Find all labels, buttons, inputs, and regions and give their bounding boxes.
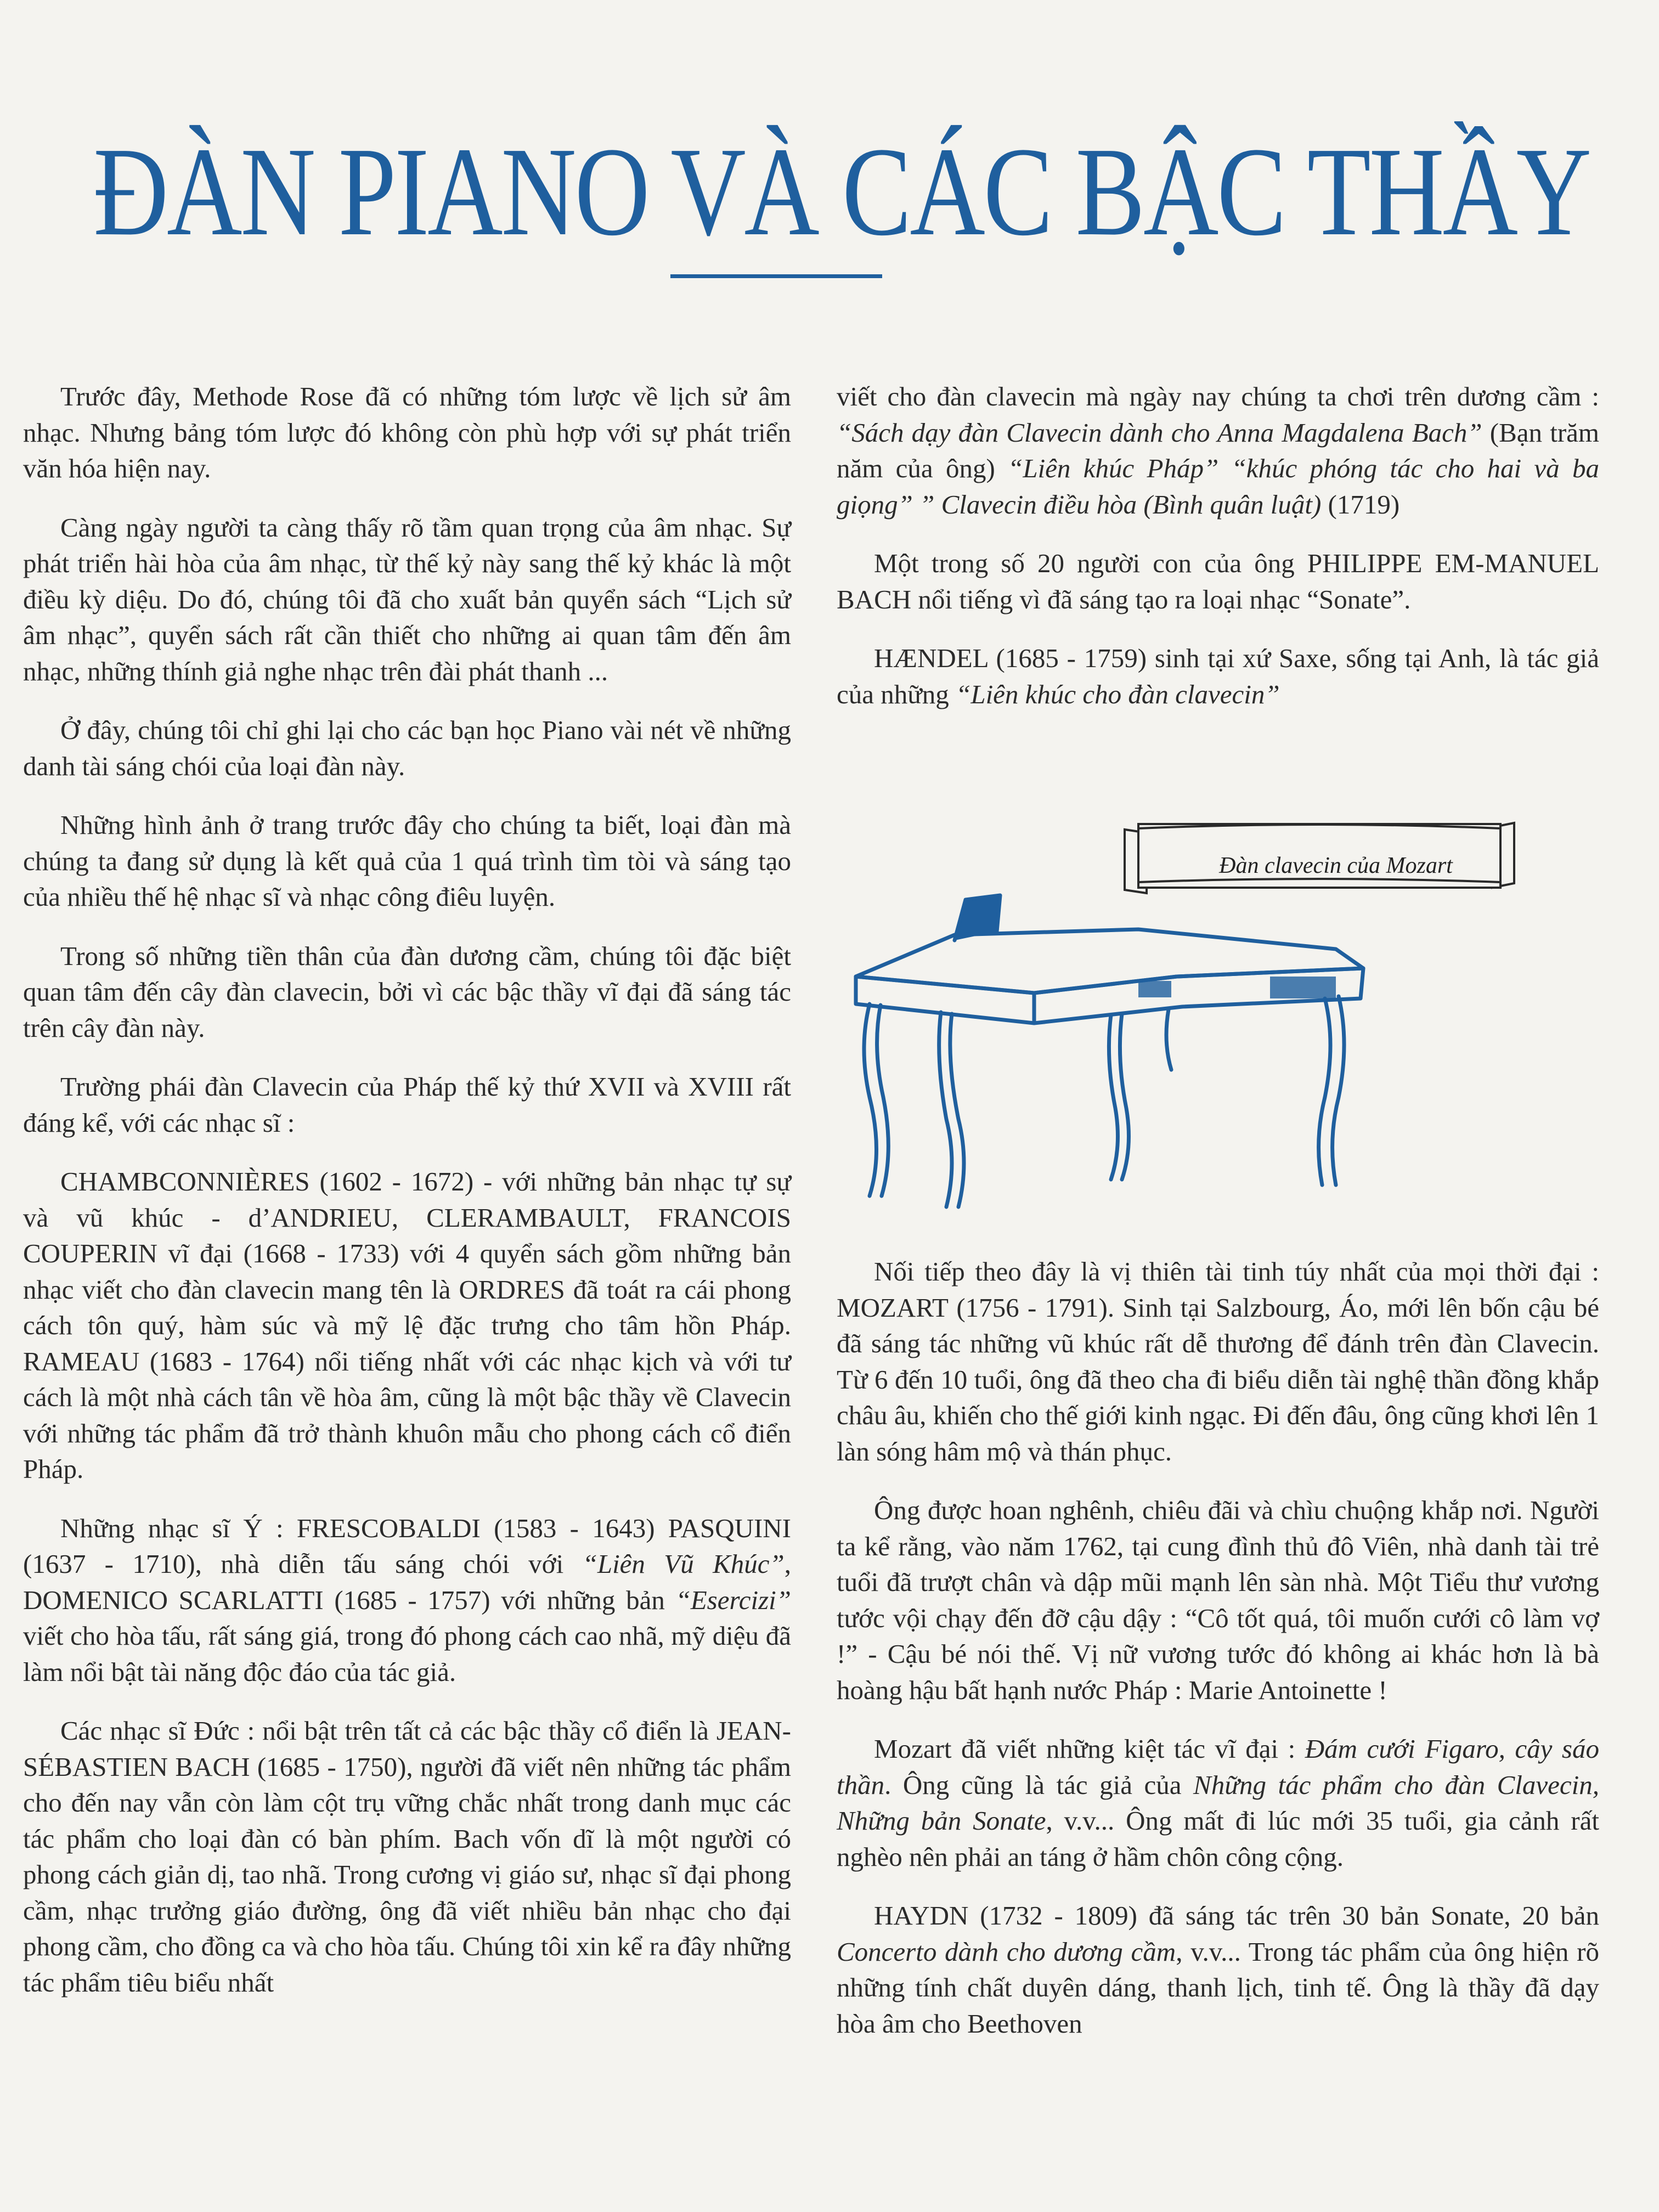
paragraph-intro: Trước đây, Methode Rose đã có những tóm lược về lịch sử âm nhạc. Nhưng bảng tóm lược đó không còn phù hợp với sự phát triển văn hóa hiện nay. (23, 381, 791, 483)
paragraph-haydn: HAYDN (1732 - 1809) đã sáng tác trên 30 bản Sonate, 20 bản Concerto dành cho dương cầm, v.v... Trong tác phẩm của ông hiện rõ những tính chất duyên dáng, thanh lịch, tinh tế. Ông là thầy đã dạy hòa âm cho Beethoven (837, 1900, 1599, 2039)
paragraph-mozart-works: Mozart đã viết những kiệt tác vĩ đại : Đám cưới Figaro, cây sáo thần. Ông cũng là tác giả của Những tác phẩm cho đàn Clavecin, Những bản Sonate, v.v... Ông mất đi lúc mới 35 tuổi, gia cảnh rất nghèo nên phải an táng ở hầm chôn công cộng. (837, 1734, 1600, 1872)
shading (1138, 977, 1336, 998)
right-column-top (837, 379, 1599, 735)
left-column (23, 379, 791, 2023)
paragraph-haendel: HÆNDEL (1685 - 1759) sinh tại xứ Saxe, sống tại Anh, là tác giả của những “Liên khúc cho đàn clavecin” (837, 643, 1599, 709)
title-underline (670, 274, 882, 278)
right-column-bottom (837, 1254, 1599, 2064)
page-title: ĐÀN PIANO VÀ CÁC BẬC THẦY (93, 121, 1590, 262)
paragraph-italian-composers: Những nhạc sĩ Ý : FRESCOBALDI (1583 - 1643) PASQUINI (1637 - 1710), nhà diễn tấu sáng chói với “Liên Vũ Khúc”, DOMENICO SCARLATTI (1685 - 1757) với những bản “Esercizi” viết cho hòa tấu, rất sáng giá, trong đó phong cách cao nhã, mỹ diệu đã làm nổi bật tài năng độc đáo của tác giả. (23, 1513, 791, 1687)
paragraph-history: Những hình ảnh ở trang trước đây cho chúng ta biết, loại đàn mà chúng ta đang sử dụng là kết quả của 1 quá trình tìm tòi và sáng tạo của nhiều thế hệ nhạc sĩ và nhạc công điêu luyện. (23, 810, 791, 912)
paragraph-french-school: Trường phái đàn Clavecin của Pháp thế kỷ thứ XVII và XVIII rất đáng kể, với các nhạc sĩ : (23, 1071, 791, 1138)
paragraph-philippe-bach: Một trong số 20 người con của ông PHILIPPE EM-MANUEL BACH nổi tiếng vì đã sáng tạo ra loại nhạc “Sonate”. (837, 548, 1599, 614)
paragraph-mozart-intro: Nối tiếp theo đây là vị thiên tài tinh túy nhất của mọi thời đại : MOZART (1756 - 1791). Sinh tại Salzbourg, Áo, mới lên bốn cậu bé đã sáng tác những vũ khúc rất dễ thương để đánh trên đàn Clavecin. Từ 6 đến 10 tuổi, ông đã theo cha đi biểu diễn tài nghệ thần đồng khắp châu âu, khiến cho thế giới kinh ngạc. Đi đến đâu, ông cũng khơi lên 1 làn sóng hâm mộ và thán phục. (837, 1256, 1599, 1466)
paragraph-clavecin: Trong số những tiền thân của đàn dương cầm, chúng tôi đặc biệt quan tâm đến cây đàn clavecin, bởi vì các bậc thầy vĩ đại đã sáng tác trên cây đàn này. (23, 940, 791, 1043)
paragraph-importance: Càng ngày người ta càng thấy rõ tầm quan trọng của âm nhạc. Sự phát triển hài hòa của âm nhạc, từ thế kỷ này sang thế kỷ khác là một điều kỳ diệu. Do đó, chúng tôi đã cho xuất bản quyển sách “Lịch sử âm nhạc”, quyển sách rất cần thiết cho những ai quan tâm đến âm nhạc, những thính giả nghe nhạc trên đài phát thanh ... (23, 512, 791, 686)
paragraph-bach-works: viết cho đàn clavecin mà ngày nay chúng ta chơi trên dương cầm : “Sách dạy đàn Clavecin dành cho Anna Magdalena Bach” (Bạn trăm năm của ông) “Liên khúc Pháp” “khúc phóng tác cho hai và ba giọng” ” Clavecin điều hòa (Bình quân luật) (1719) (837, 381, 1599, 520)
illustration-caption: Đàn clavecin của Mozart (1219, 853, 1453, 878)
paragraph-purpose: Ở đây, chúng tôi chỉ ghi lại cho các bạn học Piano vài nét về những danh tài sáng chói của loại đàn này. (23, 715, 791, 781)
paragraph-mozart-anecdote: Ông được hoan nghênh, chiêu đãi và chìu chuộng khắp nơi. Người ta kể rằng, vào năm 1762, tại cung đình thủ đô Viên, nhà danh tài trẻ tuổi đã trượt chân và dập mũi mạnh lên sàn nhà. Một Tiểu thư vương tước vội chạy đến đỡ cậu dậy : “Cô tốt quá, tôi muốn cưới cô làm vợ !” - Cậu bé nói thế. Vị nữ vương tước đó không ai khác hơn là bà hoàng hậu bất hạnh nước Pháp : Marie Antoinette ! (837, 1495, 1599, 1705)
clavecin-drawing (856, 895, 1363, 1207)
paragraph-french-composers: CHAMBCONNIÈRES (1602 - 1672) - với những bản nhạc tự sự và vũ khúc - d’ANDRIEU, CLERAMBAULT, FRANCOIS COUPERIN vĩ đại (1668 - 1733) với 4 quyển sách gồm những bản nhạc viết cho đàn clavecin mang tên là ORDRES đã toát ra cái phong cách tôn quý, hàm súc và mỹ lệ đặc trưng cho tâm hồn Pháp. RAMEAU (1683 - 1764) nổi tiếng nhất với các nhạc kịch và với tư cách là một nhà cách tân về hòa âm, cũng là một bậc thầy về Clavecin với những tác phẩm đã trở thành khuôn mẫu cho phong cách cổ điển Pháp. (23, 1166, 791, 1484)
paragraph-german-composers: Các nhạc sĩ Đức : nổi bật trên tất cả các bậc thầy cổ điển là JEAN-SÉBASTIEN BACH (1685 - 1750), người đã viết nên những tác phẩm cho đến nay vẫn còn làm cột trụ vững chắc nhất trong danh mục các tác phẩm cho loại đàn có bàn phím. Bach vốn dĩ là một người có phong cách giản dị, tao nhã. Trong cương vị giáo sư, nhạc sĩ đại phong cầm, nhạc trưởng giáo đường, ông đã viết nhiều bản nhạc cho đại phong cầm, cho đồng ca và cho hòa tấu. Chúng tôi xin kể ra đây những tác phẩm tiêu biểu nhất (23, 1716, 791, 1997)
